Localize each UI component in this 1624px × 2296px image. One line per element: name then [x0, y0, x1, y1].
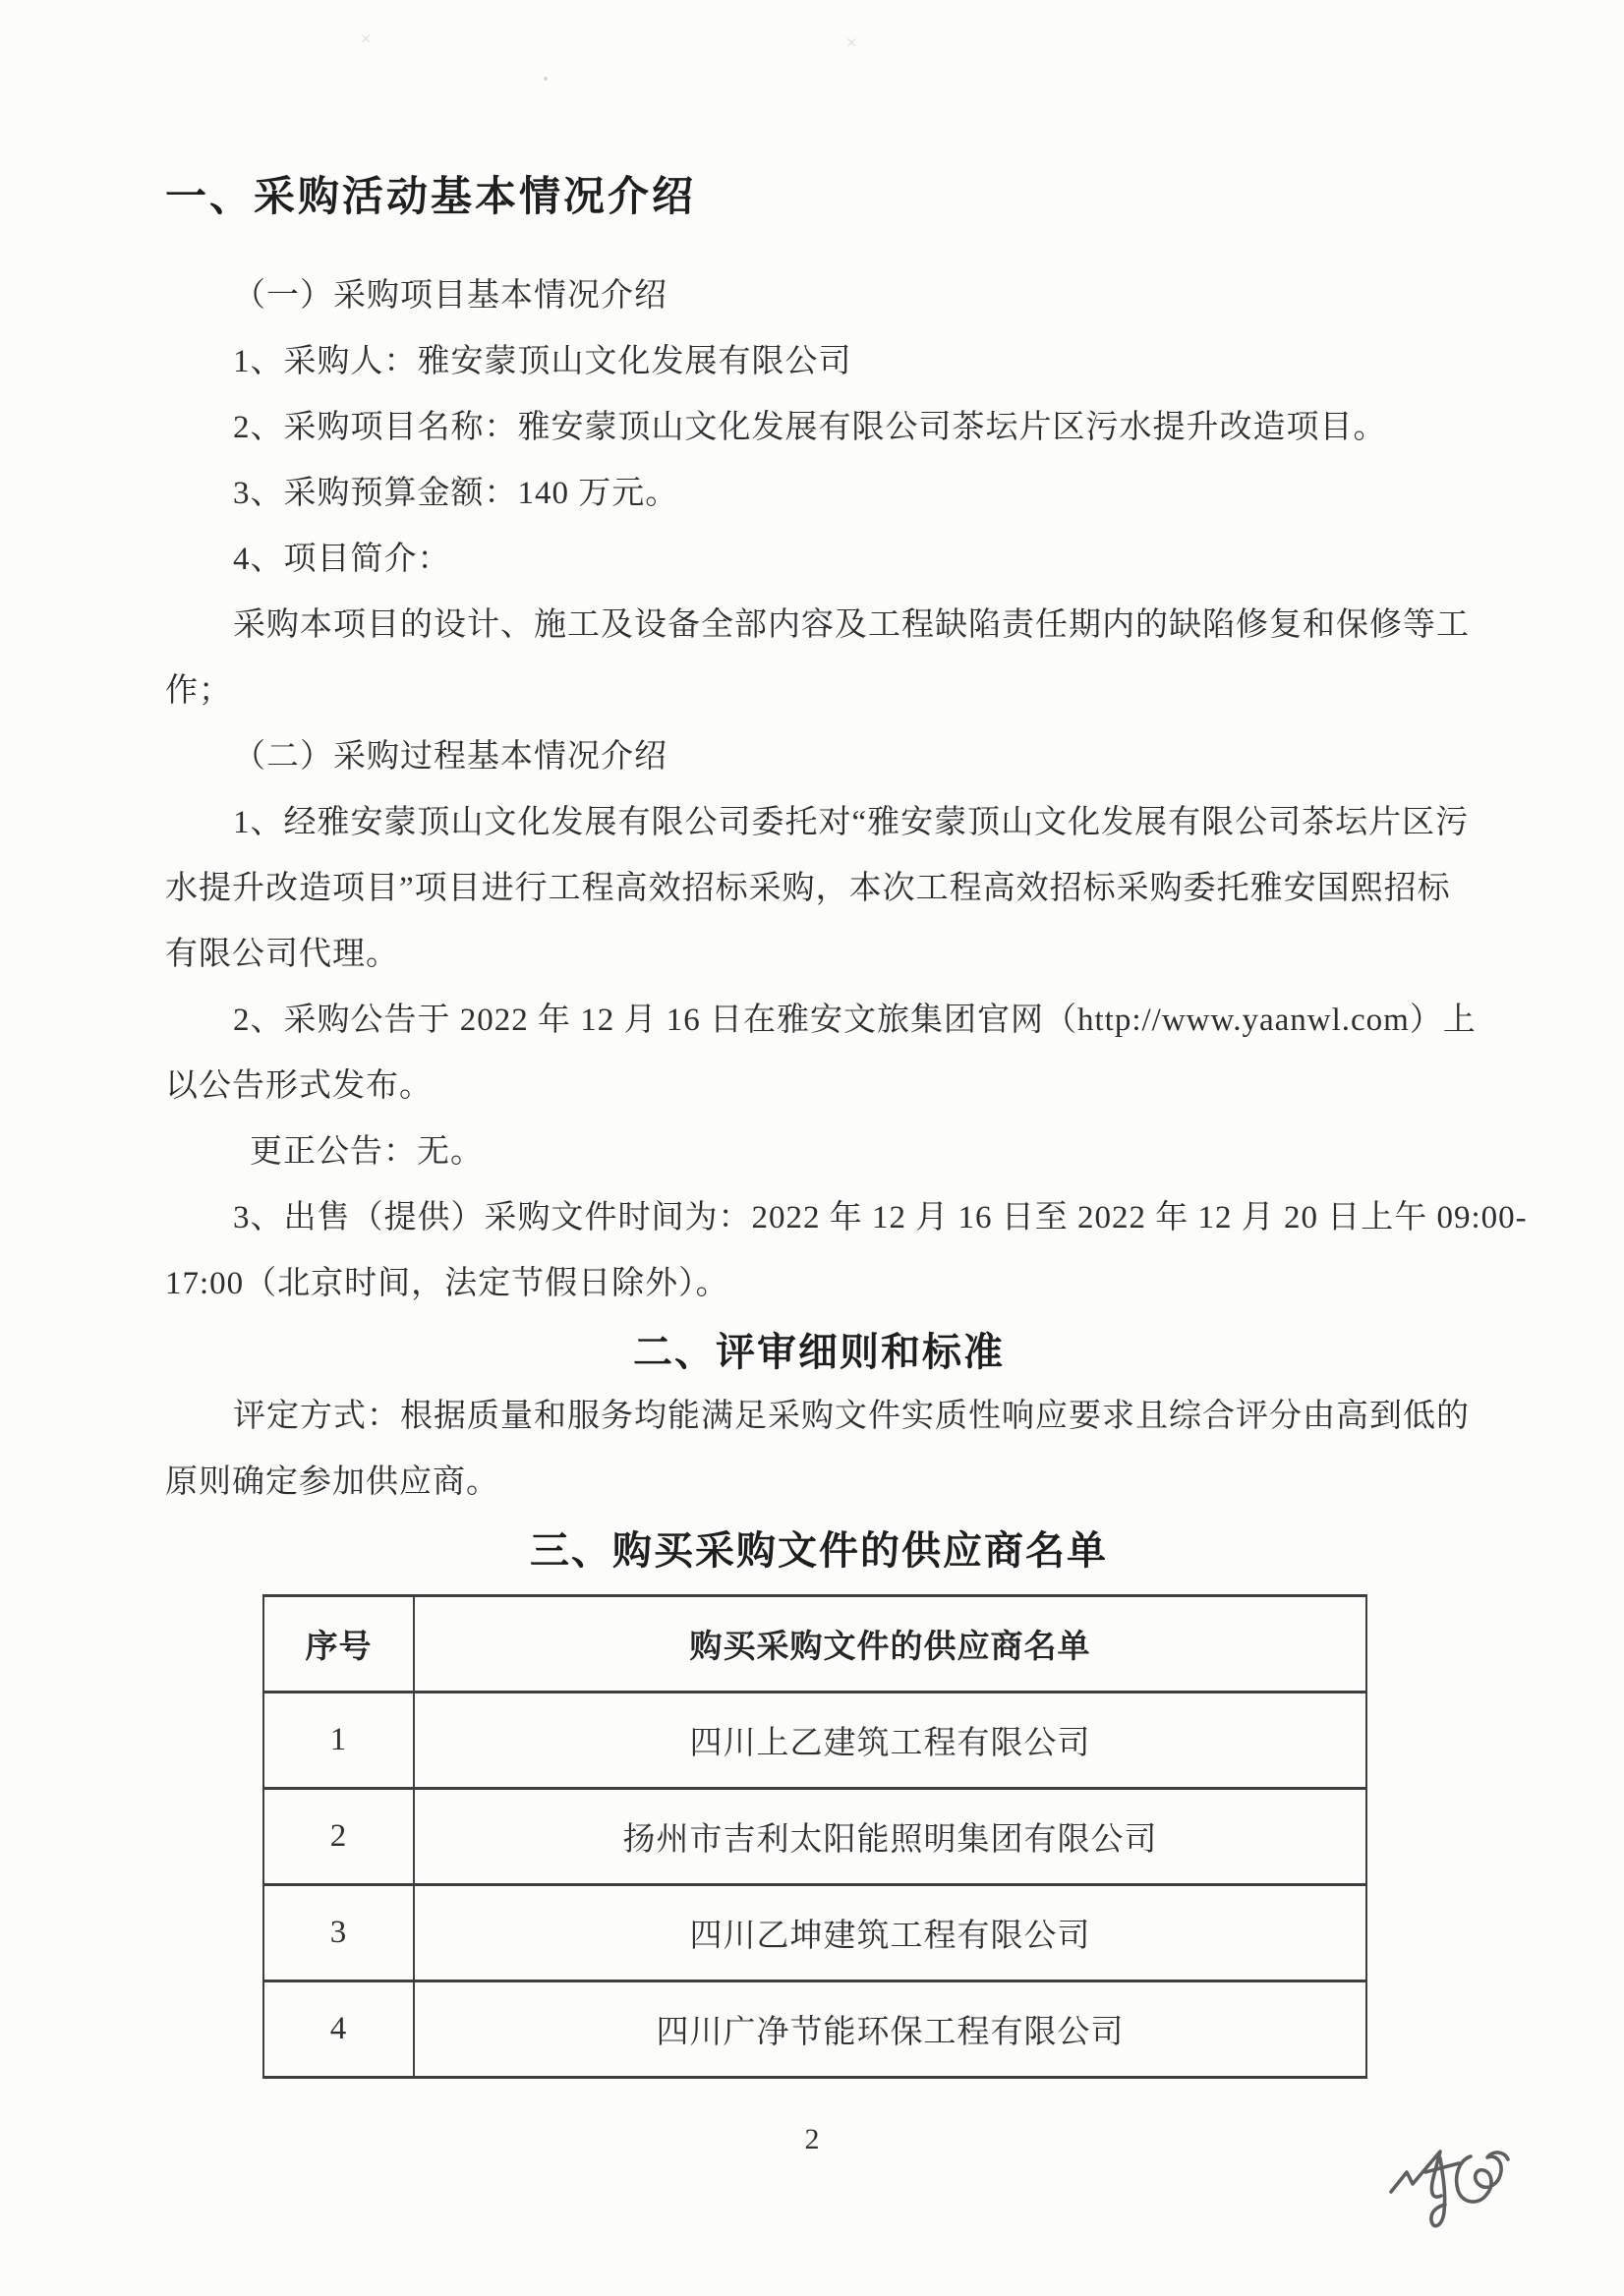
scan-speck: ×: [845, 33, 858, 51]
text-line: 更正公告：无。: [250, 1134, 484, 1170]
supplier-table: [262, 1594, 1367, 2079]
text-line: 1、采购人：雅安蒙顶山文化发展有限公司: [233, 344, 852, 379]
text-line: （一）采购项目基本情况介绍: [233, 278, 667, 314]
text-line: 水提升改造项目”项目进行工程高效招标采购，本次工程高效招标采购委托雅安国熙招标: [165, 871, 1451, 906]
text-line: 3、采购预算金额：140 万元。: [233, 476, 679, 511]
signature-stroke: [1391, 2152, 1441, 2197]
row-index-cell: 2: [263, 1789, 414, 1885]
supplier-name-cell: 四川广净节能环保工程有限公司: [414, 1981, 1366, 2078]
signature-stroke: [1457, 2152, 1508, 2202]
section-1-heading: 一、采购活动基本情况介绍: [165, 173, 697, 219]
text-line: 采购本项目的设计、施工及设备全部内容及工程缺陷责任期内的缺陷修复和保修等工: [233, 607, 1470, 643]
text-line: 有限公司代理。: [165, 937, 399, 972]
text-line: 原则确定参加供应商。: [165, 1464, 499, 1500]
text-line: 2、采购公告于 2022 年 12 月 16 日在雅安文旅集团官网（http://www.yaanwl.com）上: [233, 1003, 1477, 1038]
text-line: 4、项目简介：: [233, 542, 451, 577]
scan-speck: [544, 77, 548, 81]
text-line: （二）采购过程基本情况介绍: [233, 739, 667, 775]
supplier-name-cell: 四川上乙建筑工程有限公司: [414, 1693, 1366, 1789]
row-index-cell: 1: [263, 1693, 414, 1789]
row-index-cell: 3: [263, 1885, 414, 1981]
table-row: [263, 1789, 1366, 1885]
table-row: [263, 1981, 1366, 2078]
text-line: 以公告形式发布。: [165, 1068, 433, 1104]
page-number: 2: [804, 2123, 820, 2155]
section-3-heading: 三、购买采购文件的供应商名单: [530, 1529, 1108, 1573]
text-line: 3、出售（提供）采购文件时间为：2022 年 12 月 16 日至 2022 年 12 月 20 日上午 09:00-: [233, 1200, 1528, 1235]
table-row: [263, 1885, 1366, 1981]
table-header-seq: 序号: [263, 1596, 414, 1693]
table-header-row: [263, 1596, 1366, 1693]
signature-scribble: [1384, 2149, 1522, 2270]
table-row: [263, 1693, 1366, 1789]
supplier-name-cell: 扬州市吉利太阳能照明集团有限公司: [414, 1789, 1366, 1885]
text-line: 作；: [165, 673, 232, 709]
supplier-name-cell: 四川乙坤建筑工程有限公司: [414, 1885, 1366, 1981]
section-2-heading: 二、评审细则和标准: [633, 1331, 1005, 1374]
document-content: [165, 0, 1528, 2079]
scan-speck: ×: [360, 29, 373, 47]
row-index-cell: 4: [263, 1981, 414, 2078]
table-header-name: 购买采购文件的供应商名单: [414, 1596, 1366, 1693]
text-line: 17:00（北京时间，法定节假日除外）。: [165, 1266, 729, 1301]
text-line: 1、经雅安蒙顶山文化发展有限公司委托对“雅安蒙顶山文化发展有限公司茶坛片区污: [233, 805, 1470, 840]
text-line: 评定方式：根据质量和服务均能满足采购文件实质性响应要求且综合评分由高到低的: [233, 1399, 1470, 1434]
text-line: 2、采购项目名称：雅安蒙顶山文化发展有限公司茶坛片区污水提升改造项目。: [233, 410, 1387, 445]
